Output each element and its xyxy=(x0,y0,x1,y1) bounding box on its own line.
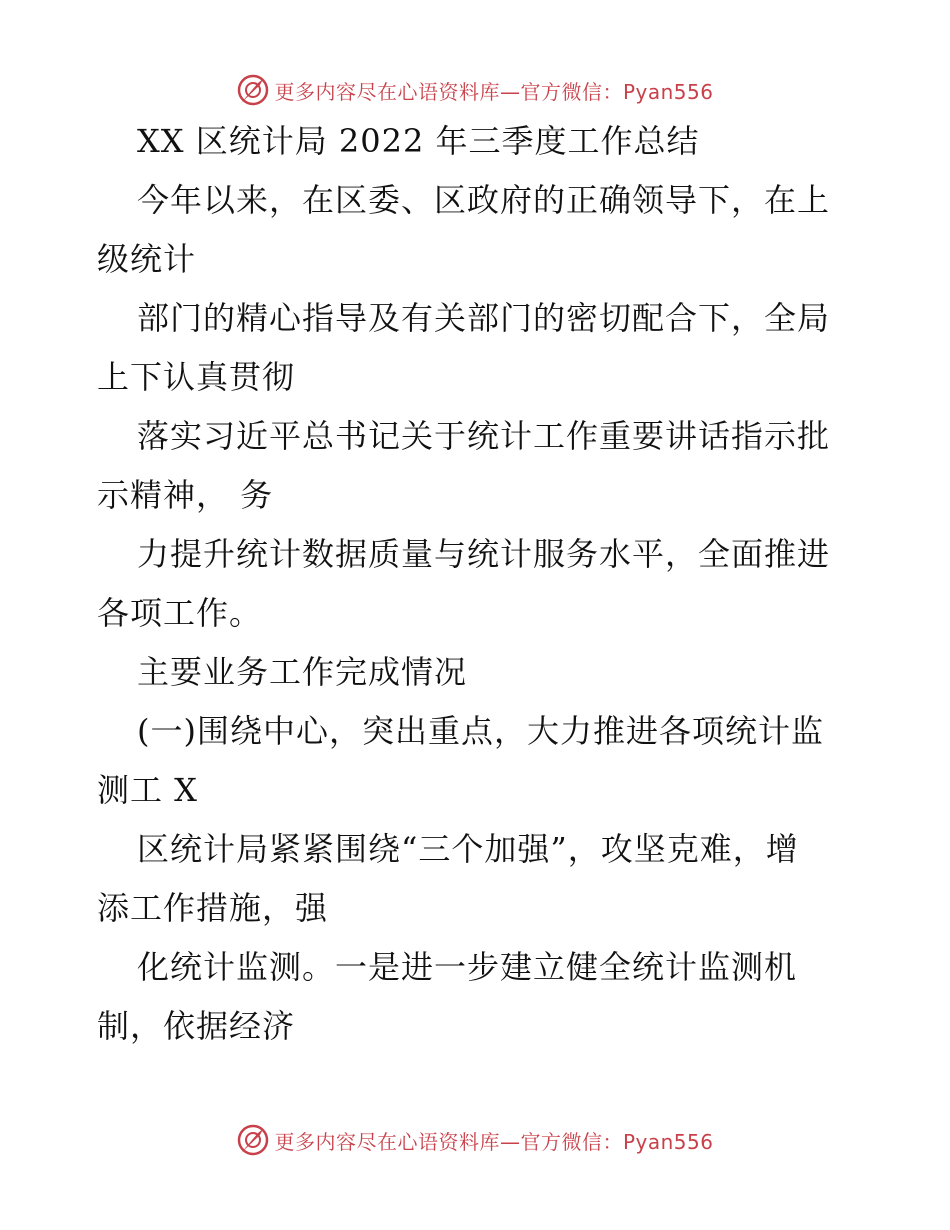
quill-logo-icon xyxy=(236,1123,270,1157)
watermark-text: 更多内容尽在心语资料库—官方微信：Pyan556 xyxy=(274,79,714,104)
subsection-heading: (一)围绕中心，突出重点，大力推进各项统计监 xyxy=(137,712,824,750)
paragraph-line: 今年以来，在区委、区政府的正确领导下，在上 xyxy=(137,181,831,219)
paragraph-line: 区统计局紧紧围绕“三个加强”，攻坚克难，增 xyxy=(137,830,799,868)
paragraph-line: 添工作措施，强 xyxy=(97,889,329,927)
bottom-watermark xyxy=(0,1120,950,1160)
paragraph-line: 示精神， 务 xyxy=(97,476,274,514)
paragraph-line: 力提升统计数据质量与统计服务水平，全面推进 xyxy=(137,535,831,573)
paragraph-line: 落实习近平总书记关于统计工作重要讲话指示批 xyxy=(137,417,831,455)
top-watermark xyxy=(0,70,950,110)
document-body xyxy=(97,122,857,1066)
paragraph-line: 各项工作。 xyxy=(97,594,263,632)
paragraph-line: 化统计监测。一是进一步建立健全统计监测机 xyxy=(137,948,798,986)
paragraph-line: 部门的精心指导及有关部门的密切配合下，全局 xyxy=(137,299,831,337)
paragraph-line: 制，依据经济 xyxy=(97,1007,296,1045)
document-title: XX 区统计局 2022 年三季度工作总结 xyxy=(137,122,700,160)
quill-logo-icon xyxy=(236,73,270,107)
paragraph-line: 测工 X xyxy=(97,771,198,809)
watermark-text: 更多内容尽在心语资料库—官方微信：Pyan556 xyxy=(274,1129,714,1154)
section-heading: 主要业务工作完成情况 xyxy=(137,653,468,691)
paragraph-line: 级统计 xyxy=(97,240,197,278)
paragraph-line: 上下认真贯彻 xyxy=(97,358,296,396)
